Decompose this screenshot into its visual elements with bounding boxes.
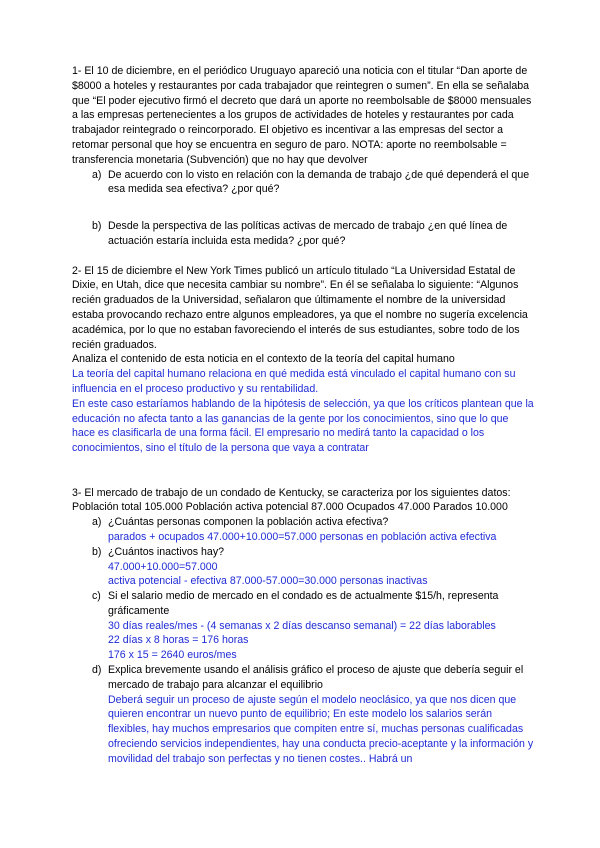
item-text: Desde la perspectiva de las políticas activas de mercado de trabajo ¿en qué línea de actuación estaría incluida esta medida? ¿por qué?	[108, 220, 508, 247]
q2-prompt: Analiza el contenido de esta noticia en el contexto de la teoría del capital humano	[72, 353, 455, 366]
item-answer: 47.000+10.000=57.000	[108, 560, 218, 573]
item-answer: Deberá seguir un proceso de ajuste según el modelo neoclásico, ya que nos dicen que quieren encontrar un nuevo punto de equilibrio; En este modelo los salarios serán flexibles, hay muchos empresarios que compiten entre sí, muchas personas cualificadas ofreciendo servicios independientes, hay una conducta precio-aceptante y la información y movilidad del trabajo son perfectas y no tienen costes.. Habrá un	[108, 693, 534, 765]
item-text: ¿Cuántos inactivos hay?	[108, 545, 225, 558]
item-marker: d)	[92, 664, 102, 677]
q3-item-b	[72, 545, 534, 589]
document-page	[72, 64, 534, 767]
q3-item-a	[72, 515, 534, 545]
q2-answer-2: En este caso estaríamos hablando de la hipótesis de selección, ya que los críticos plantean que la educación no afecta tanto a las ganancias de la gente por los conocimientos, sino que lo que hace es clasificarla de una forma fácil. El empresario no medirá tanto la capacidad o los conocimientos, sino el título de la persona que vaya a contratar	[72, 397, 534, 455]
q2-paragraph: 2- El 15 de diciembre el New York Times publicó un artículo titulado “La Universidad Estatal de Dixie, en Utah, dice que necesita cambiar su nombre”. En él se señalaba lo siguiente: “Algunos recién graduados de la Universidad, señalaron que últimamente el nombre de la universidad estaba provocando rechazo entre algunos empleadores, ya que el nombre no sugería excelencia académica, por lo que no estaban favoreciendo el interés de sus estudiantes, sobre todo de los recién graduados.	[72, 264, 528, 351]
q3-item-d	[72, 663, 534, 767]
q1-paragraph: 1- El 10 de diciembre, en el periódico Uruguayo apareció una noticia con el titular “Dan aporte de $8000 a hoteles y restaurantes por cada trabajador que reintegren o sumen”. En ella se señalaba que “El poder ejecutivo firmó el decreto que dará un aporte no reembolsable de $8000 mensuales a las empresas pertenecientes a los grupos de actividades de hoteles y restaurantes por cada trabajador reintegrado o reincorporado. El objetivo es incentivar a las empresas del sector a retomar personal que hoy se encuentra en seguro de paro. NOTA: aporte no reembolsable = transferencia monetaria (Subvención) que no hay que devolver	[72, 65, 532, 166]
item-text: Si el salario medio de mercado en el condado es de actualmente $15/h, representa gráficamente	[108, 590, 499, 617]
item-marker: c)	[92, 590, 101, 603]
item-answer: activa potencial - efectiva 87.000-57.000=30.000 personas inactivas	[108, 575, 428, 588]
item-text: De acuerdo con lo visto en relación con la demanda de trabajo ¿de qué dependerá el que esa medida sea efectiva? ¿por qué?	[108, 168, 530, 196]
item-marker: a)	[92, 516, 102, 529]
item-text: Explica brevemente usando el análisis gráfico el proceso de ajuste que debería seguir el mercado de trabajo para alcanzar el equilibrio	[108, 664, 524, 691]
q1-item-a	[72, 168, 534, 198]
item-answer: parados + ocupados 47.000+10.000=57.000 personas en población activa efectiva	[108, 530, 497, 543]
item-answer: 30 días reales/mes - (4 semanas x 2 días descanso semanal) = 22 días laborables	[108, 619, 496, 632]
item-answer: 176 x 15 = 2640 euros/mes	[108, 649, 237, 662]
item-answer: 22 días x 8 horas = 176 horas	[108, 634, 249, 647]
item-text: ¿Cuántas personas componen la población activa efectiva?	[108, 516, 389, 529]
q3-paragraph: 3- El mercado de trabajo de un condado de Kentucky, se caracteriza por los siguientes datos: Población total 105.000 Población activa potencial 87.000 Ocupados 47.000 Parados 10.000	[72, 486, 511, 514]
item-marker: b)	[92, 220, 102, 233]
q3-item-c	[72, 589, 534, 663]
item-marker: b)	[92, 545, 102, 558]
q1-item-b	[72, 219, 534, 249]
item-marker: a)	[92, 168, 102, 181]
q2-answer-1: La teoría del capital humano relaciona en qué medida está vinculado el capital humano con su influencia en el proceso productivo y su rentabilidad.	[72, 368, 516, 395]
